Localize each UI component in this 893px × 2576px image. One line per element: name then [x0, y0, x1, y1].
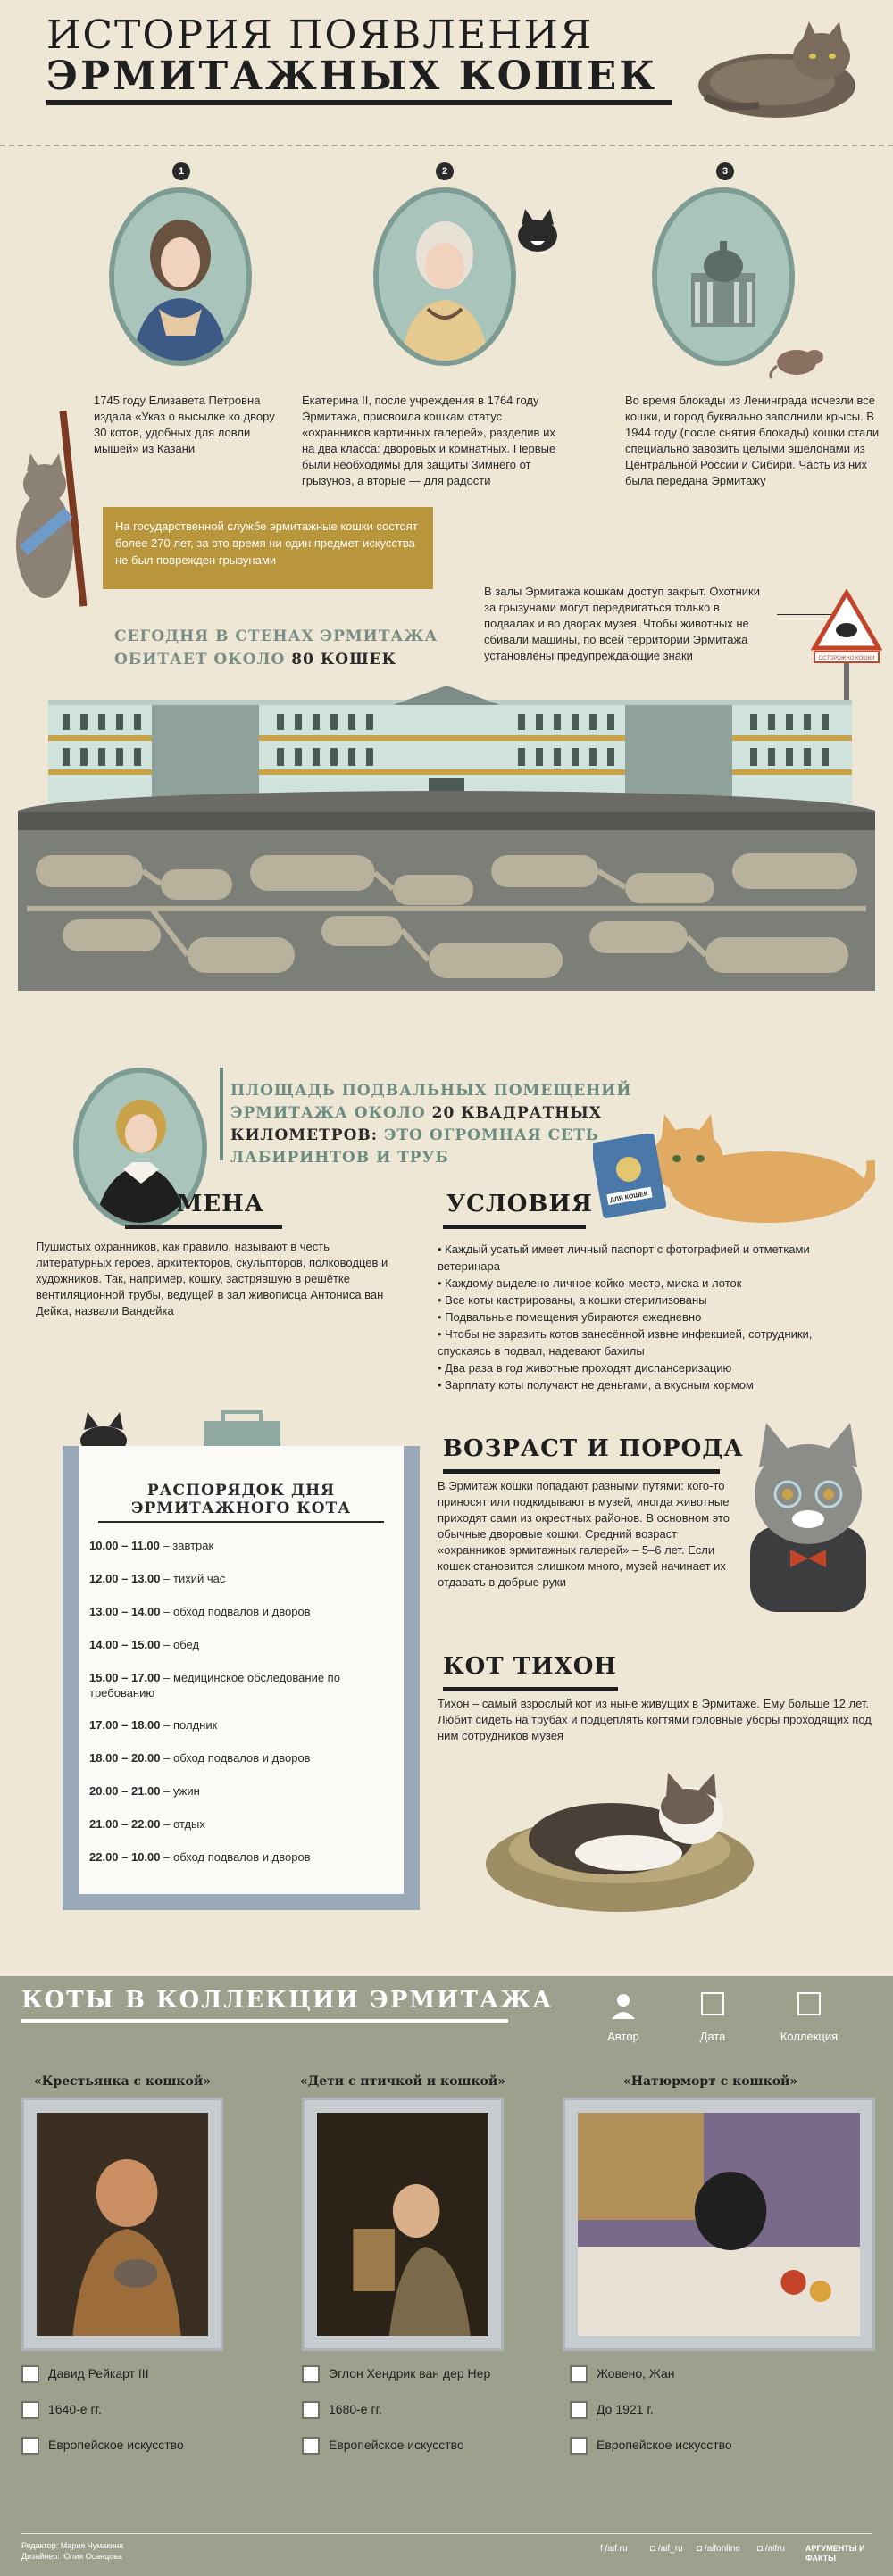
painting-2-collection-icon — [302, 2437, 320, 2455]
cellar-line-4: ЛАБИРИНТОВ И ТРУБ — [230, 1149, 449, 1167]
painting-3-collection: Европейское искусство — [597, 2438, 732, 2452]
conditions-item: • Каждому выделено личное койко-место, миска и лоток — [438, 1275, 866, 1292]
schedule-row — [89, 1670, 393, 1700]
schedule-time: 15.00 – 17.00 — [89, 1671, 161, 1684]
painting-1-collection-icon — [21, 2437, 39, 2455]
schedule-row — [89, 1637, 393, 1652]
schedule-activity: – ужин — [163, 1784, 200, 1798]
schedule-time: 14.00 – 15.00 — [89, 1638, 161, 1651]
schedule-title-line-2: ЭРМИТАЖНОГО КОТА — [130, 1500, 352, 1517]
closed-note: В залы Эрмитажа кошкам доступ закрыт. Охотники за грызунами могут передвигаться только в подвалах и во дворах музея. Чтобы животных не сбивали машины, по всей территории Эрмитажа установлены предупреждающие знаки — [484, 585, 760, 662]
cellar-line-3: ЭТО ОГРОМНАЯ СЕТЬ — [383, 1126, 599, 1144]
painting-2-author-icon — [302, 2365, 320, 2383]
author-legend-icon — [610, 1992, 637, 2019]
age-heading: ВОЗРАСТ И ПОРОДА — [443, 1435, 744, 1462]
schedule-row — [89, 1717, 393, 1733]
sign-text: ОСТОРОЖНО КОШКИ — [818, 656, 875, 661]
legend-date-label: Дата — [699, 2030, 726, 2043]
painting-2-title: «Дети с птичкой и кошкой» — [300, 2074, 506, 2089]
painting-3-author-icon — [570, 2365, 588, 2383]
painting-2-author: Эглон Хендрик ван дер Нер — [329, 2366, 491, 2381]
schedule-time: 22.00 – 10.00 — [89, 1850, 161, 1864]
title-line-2: ЭРМИТАЖНЫХ КОШЕК — [46, 54, 658, 99]
social-label: /aifonline — [704, 2544, 740, 2554]
conditions-list — [438, 1241, 866, 1393]
conditions-heading: УСЛОВИЯ — [446, 1191, 593, 1217]
painting-3-title: «Натюрморт с кошкой» — [623, 2074, 798, 2089]
social-label: /aif.ru — [605, 2544, 628, 2554]
tikhon-heading: КОТ ТИХОН — [443, 1653, 617, 1680]
collection-underline — [21, 2019, 508, 2023]
rat-icon — [768, 337, 830, 382]
social-label: /aifru — [764, 2544, 786, 2554]
header-cat-illustration — [688, 16, 866, 123]
painting-3-image — [578, 2113, 860, 2336]
social-link-vk[interactable]: ◘ /aif_ru — [650, 2544, 683, 2554]
credits-editor: Редактор: Мария Чумакина — [21, 2541, 124, 2550]
schedule-activity: – тихий час — [163, 1572, 226, 1585]
portrait-catherine — [373, 187, 516, 366]
cat-with-glasses-illustration — [741, 1419, 875, 1616]
painting-1-author: Давид Рейкарт III — [48, 2366, 149, 2381]
schedule-time: 12.00 – 13.00 — [89, 1572, 161, 1585]
names-underline — [125, 1225, 282, 1229]
schedule-activity: – медицинское обследование по требованию — [89, 1671, 340, 1699]
schedule-title-underline — [98, 1521, 384, 1523]
schedule-time: 20.00 – 21.00 — [89, 1784, 161, 1798]
history-number-3: 3 — [716, 162, 734, 180]
social-label: /aif_ru — [657, 2544, 683, 2554]
today-line-1: СЕГОДНЯ В СТЕНАХ ЭРМИТАЖА — [114, 627, 438, 645]
legend-author-label: Автор — [607, 2030, 639, 2043]
title-underline — [46, 100, 672, 105]
schedule-row — [89, 1571, 393, 1586]
collection-legend-icon — [797, 1992, 821, 2015]
schedule-time: 17.00 – 18.00 — [89, 1718, 161, 1732]
brand-logo[interactable]: АРГУМЕНТЫ И ФАКТЫ — [805, 2544, 865, 2563]
painting-1-date-icon — [21, 2401, 39, 2419]
credits — [21, 2540, 123, 2562]
painting-1-frame[interactable] — [21, 2098, 223, 2351]
social-link-twitter[interactable]: ◘ /aifonline — [697, 2544, 740, 2554]
painting-1-title: «Крестьянка с кошкой» — [34, 2074, 212, 2089]
today-line-2: ОБИТАЕТ ОКОЛО — [114, 651, 286, 669]
schedule-activity: – завтрак — [163, 1539, 214, 1552]
schedule-row — [89, 1783, 393, 1799]
painting-1-author-icon — [21, 2365, 39, 2383]
painting-2-date: 1680-е гг. — [329, 2402, 382, 2416]
passport-icon — [593, 1134, 666, 1219]
schedule-activity: – обход подвалов и дворов — [163, 1751, 311, 1765]
schedule-title-line-1: РАСПОРЯДОК ДНЯ — [146, 1482, 336, 1500]
schedule-row — [89, 1604, 393, 1619]
schedule-row — [89, 1538, 393, 1553]
cellar-callout-bar — [220, 1068, 223, 1160]
credits-designer: Дизайнер: Юлия Осанцова — [21, 2552, 122, 2561]
cellar-line-2: ЭРМИТАЖА ОКОЛО — [230, 1104, 426, 1122]
conditions-item: • Каждый усатый имеет личный паспорт с фотографией и отметками ветеринара — [438, 1241, 866, 1275]
conditions-item: • Зарплату коты получают не деньгами, а вкусным кормом — [438, 1376, 866, 1393]
history-number-2: 2 — [436, 162, 454, 180]
tikhon-text: Тихон – самый взрослый кот из ныне живущих в Эрмитаже. Ему больше 12 лет. Любит сидеть на трубах и подцеплять когтями головные уборы проходящих под ним сотрудников музея — [438, 1697, 872, 1742]
schedule-activity: – отдых — [163, 1817, 205, 1831]
history-text-2: Екатерина II, после учреждения в 1764 году Эрмитажа, присвоила кошкам статус «охранников картинных галерей», разделив их на два класса: дворовых и комнатных. Первые были необходимы для защиты Зимнего от грызунов, а вторые — для радости — [302, 394, 556, 487]
names-heading: ИМЕНА — [154, 1191, 264, 1217]
schedule-title — [98, 1482, 384, 1517]
history-text-3: Во время блокады из Ленинграда исчезли все кошки, и город буквально заполнили крысы. В 1944 году (после снятия блокады) кошки стали специально завозить целыми эшелонами из Центральной России и Сибири. Часть из них была передана Эрмитажу — [625, 394, 880, 487]
schedule-time: 13.00 – 14.00 — [89, 1605, 161, 1618]
schedule-activity: – обед — [163, 1638, 200, 1651]
painting-3-date: До 1921 г. — [597, 2402, 654, 2416]
schedule-row — [89, 1849, 393, 1865]
names-text: Пушистых охранников, как правило, называют в честь литературных героев, архитекторов, скульпторов, полководцев и художников. Так, например, кошку, застрявшую в решётке вентиляционной трубы, ведущей в зал живописца Антониса ван Дейка, назвали Вандейка — [36, 1240, 388, 1317]
schedule-row — [89, 1816, 393, 1832]
cat-tikhon-illustration — [477, 1757, 763, 1917]
social-link-ok[interactable]: ◘ /aifru — [757, 2544, 786, 2554]
cat-with-gun-illustration — [0, 402, 98, 616]
painting-3-collection-icon — [570, 2437, 588, 2455]
title-line-1: ИСТОРИЯ ПОЯВЛЕНИЯ — [46, 12, 594, 58]
cellar-area-value: 20 КВАДРАТНЫХ — [431, 1104, 602, 1122]
collection-heading: КОТЫ В КОЛЛЕКЦИИ ЭРМИТАЖА — [21, 1987, 554, 2014]
age-text: В Эрмитаж кошки попадают разными путями: кого-то приносят или подкидывают в музей, иногда животные приходят сами из окрестных районов. В основном это обычные дворовые кошки. Средний возраст «охранников эрмитажных галерей» – 5–6 лет. Если кошек становится слишком много, музей начинает их отдавать в добрые руки — [438, 1479, 730, 1589]
legend-collection-label: Коллекция — [780, 2030, 839, 2043]
schedule-activity: – обход подвалов и дворов — [163, 1850, 311, 1864]
painting-2-date-icon — [302, 2401, 320, 2419]
schedule-activity: – обход подвалов и дворов — [163, 1605, 311, 1618]
tikhon-underline — [443, 1687, 618, 1691]
divider-dashed — [0, 145, 893, 146]
painting-1-date: 1640-е гг. — [48, 2402, 102, 2416]
painting-1-image — [37, 2113, 208, 2336]
painting-3-date-icon — [570, 2401, 588, 2419]
schedule-time: 10.00 – 11.00 — [89, 1539, 160, 1552]
today-cat-count — [114, 625, 438, 671]
schedule-time: 21.00 – 22.00 — [89, 1817, 161, 1831]
conditions-item: • Два раза в год животные проходят диспансеризацию — [438, 1359, 866, 1376]
passport-label: ДЛЯ КОШЕК — [609, 1191, 648, 1204]
history-text-1: 1745 году Елизавета Петровна издала «Указ о высылке ко двору 30 котов, удобных для ловли мышей» из Казани — [94, 394, 275, 455]
winter-palace-illustration — [9, 678, 884, 1044]
conditions-item: • Чтобы не заразить котов занесённой извне инфекцией, сотрудники, спускаясь в подвал, надевают бахилы — [438, 1325, 866, 1359]
painting-2-image — [317, 2113, 488, 2336]
schedule-row — [89, 1750, 393, 1766]
schedule-activity: – полдник — [163, 1718, 218, 1732]
footer-divider — [21, 2533, 872, 2534]
conditions-underline — [443, 1225, 586, 1229]
conditions-item: • Все коты кастрированы, а кошки стерилизованы — [438, 1292, 866, 1309]
painting-2-collection: Европейское искусство — [329, 2438, 464, 2452]
today-count: 80 КОШЕК — [291, 651, 397, 669]
cellar-area-callout — [230, 1080, 631, 1169]
social-link-facebook[interactable]: f /aif.ru — [600, 2544, 628, 2554]
info-box-gold: На государственной службе эрмитажные кошки состоят более 270 лет, за это время ни один предмет искусства не был поврежден грызунами — [103, 507, 433, 589]
cat-peeking-icon — [511, 205, 564, 259]
age-underline — [443, 1469, 720, 1474]
cellar-area-unit: КИЛОМЕТРОВ: — [230, 1126, 379, 1144]
painting-1-collection: Европейское искусство — [48, 2438, 184, 2452]
painting-2-frame[interactable] — [302, 2098, 504, 2351]
history-number-1: 1 — [172, 162, 190, 180]
conditions-item: • Подвальные помещения убираются ежедневно — [438, 1309, 866, 1325]
painting-3-frame[interactable] — [563, 2098, 875, 2351]
date-legend-icon — [701, 1992, 724, 2015]
portrait-elizabeth — [109, 187, 252, 366]
painting-3-author: Жовено, Жан — [597, 2366, 675, 2381]
cellar-line-1: ПЛОЩАДЬ ПОДВАЛЬНЫХ ПОМЕЩЕНИЙ — [230, 1082, 632, 1100]
clipboard-handle — [221, 1410, 263, 1425]
schedule-time: 18.00 – 20.00 — [89, 1751, 161, 1765]
